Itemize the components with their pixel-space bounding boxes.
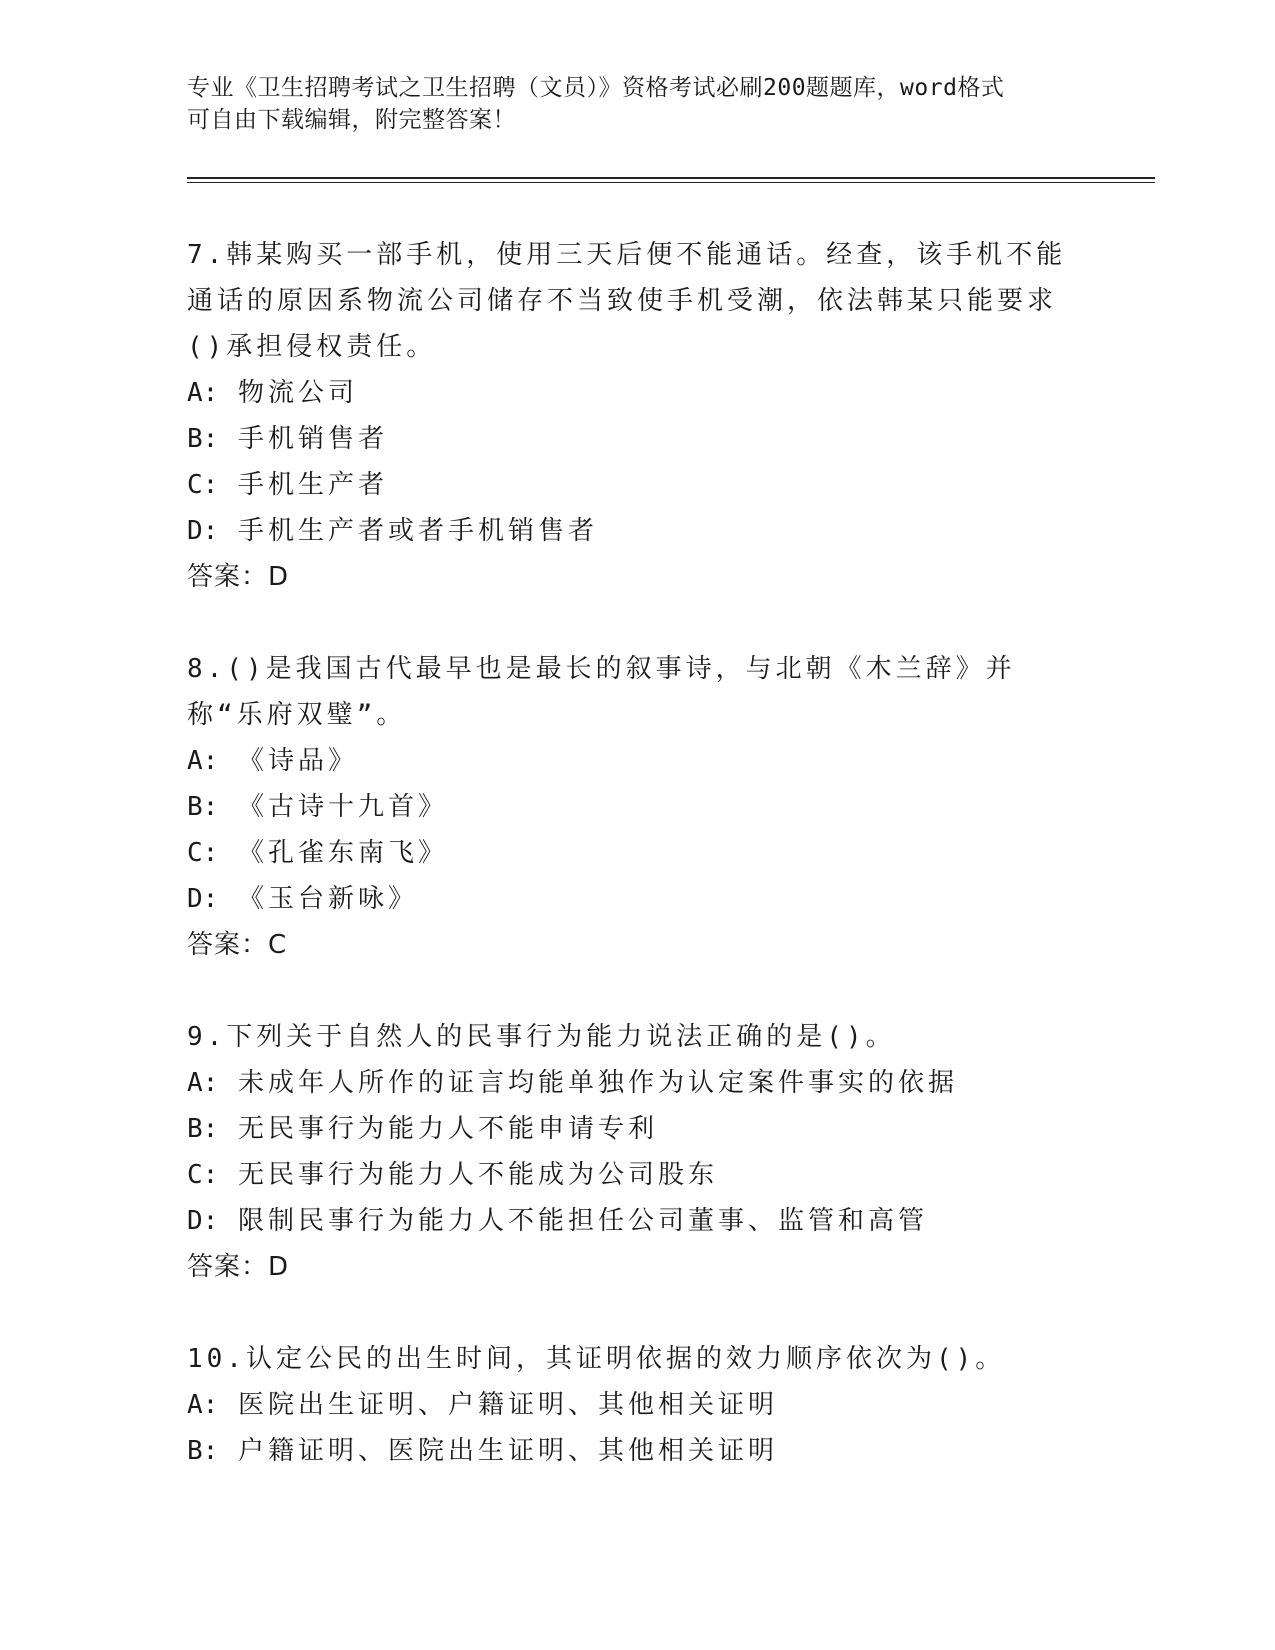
option-text: 无民事行为能力人不能申请专利 [237,1114,658,1144]
question-10 [187,1336,1067,1474]
option-text: 《诗品》 [237,746,358,776]
option-letter: B: [187,424,219,454]
option-d [187,1198,1067,1244]
question-9 [187,1014,1067,1290]
option-letter: A: [187,746,219,776]
option-letter: A: [187,1390,219,1420]
option-letter: C: [187,470,219,500]
option-d [187,876,1067,922]
option-text: 医院出生证明、户籍证明、其他相关证明 [237,1390,778,1420]
option-text: 限制民事行为能力人不能担任公司董事、监管和高管 [237,1206,928,1236]
option-letter: D: [187,1206,219,1236]
question-8 [187,646,1067,968]
option-letter: D: [187,884,219,914]
option-letter: B: [187,1436,219,1466]
answer-line: 答案：D [187,1252,290,1282]
option-b [187,1428,1067,1474]
option-text: 手机生产者 [237,470,388,500]
option-text: 手机生产者或者手机销售者 [237,516,598,546]
header-divider-thick [187,177,1155,179]
option-a [187,370,1067,416]
option-b [187,1106,1067,1152]
option-a [187,1382,1067,1428]
header-divider-thin [187,182,1155,183]
question-list [187,232,1067,1520]
option-text: 手机销售者 [237,424,388,454]
option-b [187,784,1067,830]
option-text: 户籍证明、医院出生证明、其他相关证明 [237,1436,778,1466]
answer-line: 答案：C [187,930,288,960]
option-c [187,830,1067,876]
option-text: 物流公司 [237,378,358,408]
option-letter: C: [187,1160,219,1190]
document-header [187,72,1067,136]
option-c [187,1152,1067,1198]
option-a [187,1060,1067,1106]
option-d [187,508,1067,554]
option-text: 《古诗十九首》 [237,792,448,822]
question-7 [187,232,1067,600]
option-a [187,738,1067,784]
option-letter: B: [187,1114,219,1144]
answer-line: 答案：D [187,562,290,592]
question-stem: 9.下列关于自然人的民事行为能力说法正确的是()。 [187,1022,896,1052]
option-letter: B: [187,792,219,822]
question-stem: 7.韩某购买一部手机，使用三天后便不能通话。经查，该手机不能通话的原因系物流公司储存不当致使手机受潮，依法韩某只能要求()承担侵权责任。 [187,240,1067,362]
option-text: 未成年人所作的证言均能单独作为认定案件事实的依据 [237,1068,958,1098]
option-letter: D: [187,516,219,546]
option-b [187,416,1067,462]
header-line-1: 专业《卫生招聘考试之卫生招聘（文员）》资格考试必刷200题题库，word格式 [187,75,1005,101]
question-stem: 8.()是我国古代最早也是最长的叙事诗，与北朝《木兰辞》并称“乐府双璧”。 [187,654,1016,730]
option-text: 无民事行为能力人不能成为公司股东 [237,1160,718,1190]
option-letter: A: [187,378,219,408]
option-letter: A: [187,1068,219,1098]
header-line-2: 可自由下载编辑，附完整答案！ [187,107,516,133]
option-text: 《玉台新咏》 [237,884,418,914]
option-c [187,462,1067,508]
question-stem: 10.认定公民的出生时间，其证明依据的效力顺序依次为()。 [187,1344,1006,1374]
option-text: 《孔雀东南飞》 [237,838,448,868]
option-letter: C: [187,838,219,868]
